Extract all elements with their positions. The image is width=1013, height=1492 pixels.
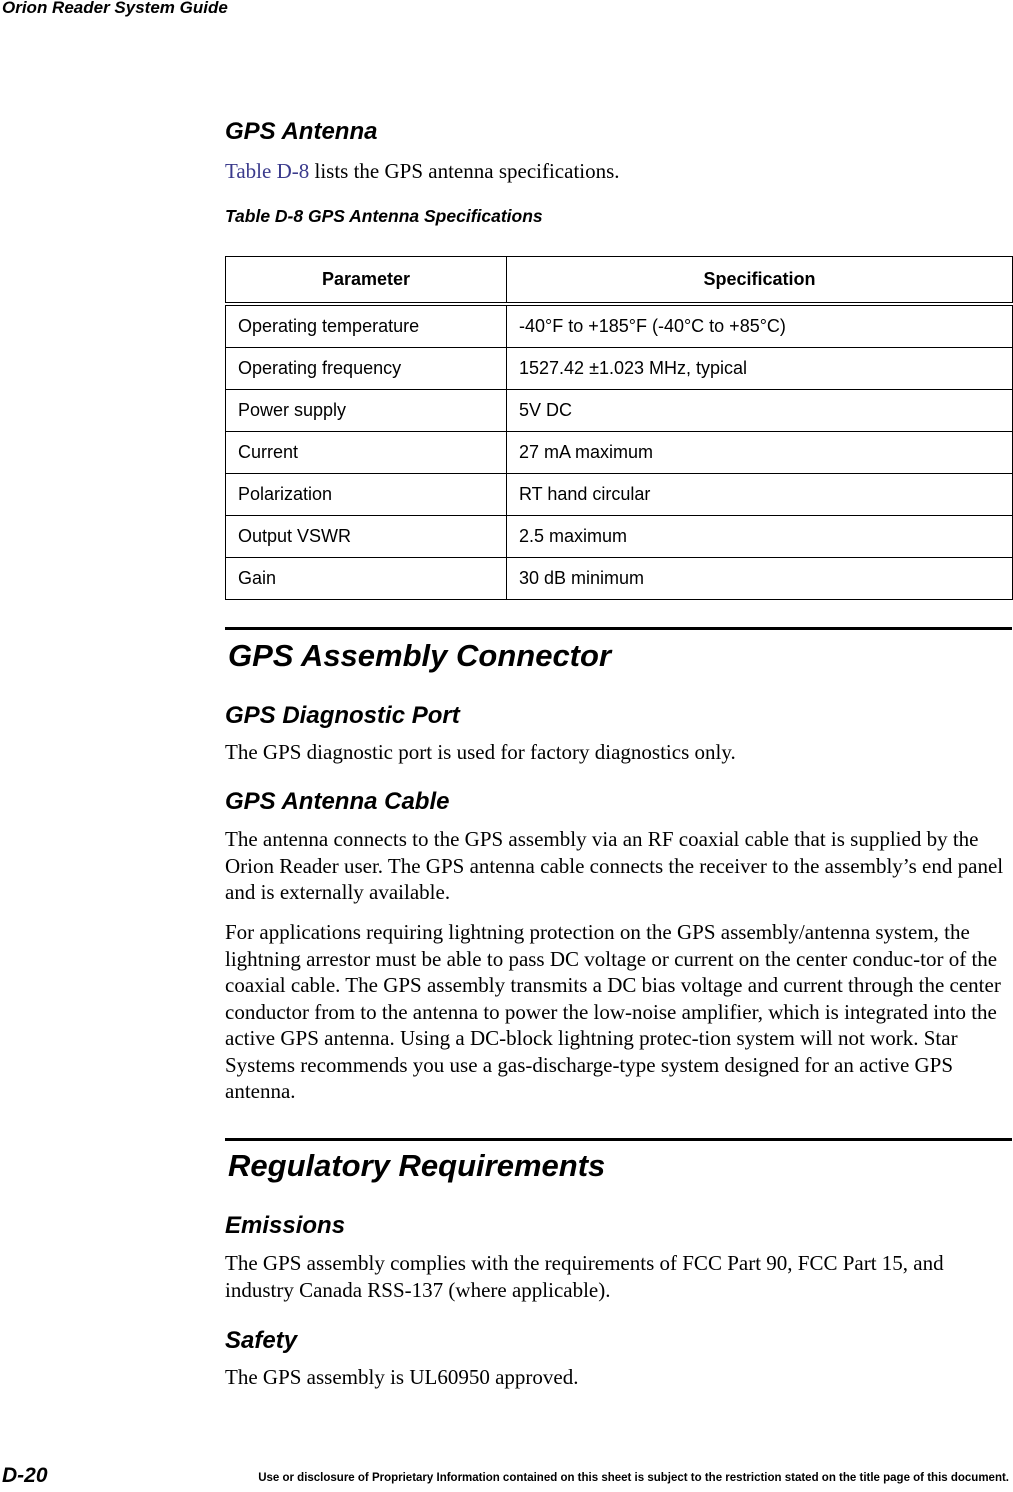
spec-cell: 5V DC	[507, 390, 1013, 432]
antenna-cable-heading: GPS Antenna Cable	[225, 788, 450, 815]
header-parameter: Parameter	[226, 257, 507, 305]
safety-heading: Safety	[225, 1327, 298, 1354]
param-cell: Operating frequency	[226, 348, 507, 390]
section-rule	[225, 627, 1012, 630]
spec-cell: 2.5 maximum	[507, 516, 1013, 558]
antenna-cable-p2: For applications requiring lightning protection on the GPS assembly/antenna system, the lightning arrestor must be able to pass DC voltage or current on the center conduc-tor of the coaxial cable. The GPS assembly transmits a DC bias voltage and current through the center conductor from to the antenna to power the low-noise amplifier, which is integrated into the active GPS antenna. Using a DC-block lightning protec-tion system will not work. Star Systems recommends you use a gas-discharge-type system designed for an active GPS antenna.	[225, 920, 1001, 1103]
table-row	[226, 558, 1013, 600]
spec-cell: -40°F to +185°F (-40°C to +85°C)	[507, 304, 1013, 348]
param-cell: Operating temperature	[226, 304, 507, 348]
page-number: D-20	[2, 1464, 48, 1487]
spec-cell: RT hand circular	[507, 474, 1013, 516]
table-row	[226, 474, 1013, 516]
gps-antenna-intro	[225, 158, 1013, 185]
table-row	[226, 304, 1013, 348]
table-row	[226, 516, 1013, 558]
table-d8-link[interactable]: Table D-8	[225, 159, 310, 183]
param-cell: Output VSWR	[226, 516, 507, 558]
table-header-row	[226, 257, 1013, 305]
header-specification: Specification	[507, 257, 1013, 305]
spec-cell: 1527.42 ±1.023 MHz, typical	[507, 348, 1013, 390]
antenna-cable-p1: The antenna connects to the GPS assembly via an RF coaxial cable that is supplied by the Orion Reader user. The GPS antenna cable connects the receiver to the assembly’s end panel and is externally available.	[225, 827, 1004, 904]
diagnostic-port-text: The GPS diagnostic port is used for factory diagnostics only.	[225, 740, 736, 764]
param-cell: Polarization	[226, 474, 507, 516]
table-row	[226, 432, 1013, 474]
safety-text: The GPS assembly is UL60950 approved.	[225, 1365, 579, 1389]
spec-cell: 30 dB minimum	[507, 558, 1013, 600]
gps-antenna-intro-text: lists the GPS antenna specifications.	[309, 159, 620, 183]
param-cell: Current	[226, 432, 507, 474]
table-caption: Table D-8 GPS Antenna Specifications	[225, 206, 543, 226]
gps-antenna-spec-table	[225, 256, 1013, 600]
running-head: Orion Reader System Guide	[2, 0, 228, 17]
table-row	[226, 390, 1013, 432]
spec-cell: 27 mA maximum	[507, 432, 1013, 474]
diagnostic-port-heading: GPS Diagnostic Port	[225, 702, 460, 729]
gps-antenna-heading: GPS Antenna	[225, 118, 378, 145]
param-cell: Gain	[226, 558, 507, 600]
emissions-text: The GPS assembly complies with the requirements of FCC Part 90, FCC Part 15, and industry Canada RSS-137 (where applicable).	[225, 1251, 944, 1302]
assembly-connector-heading: GPS Assembly Connector	[228, 638, 612, 673]
section-rule	[225, 1138, 1012, 1141]
proprietary-notice: Use or disclosure of Proprietary Information contained on this sheet is subject to the restriction stated on the title page of this document.	[258, 1472, 1009, 1484]
param-cell: Power supply	[226, 390, 507, 432]
table-row	[226, 348, 1013, 390]
emissions-heading: Emissions	[225, 1212, 346, 1239]
regulatory-heading: Regulatory Requirements	[228, 1148, 606, 1183]
